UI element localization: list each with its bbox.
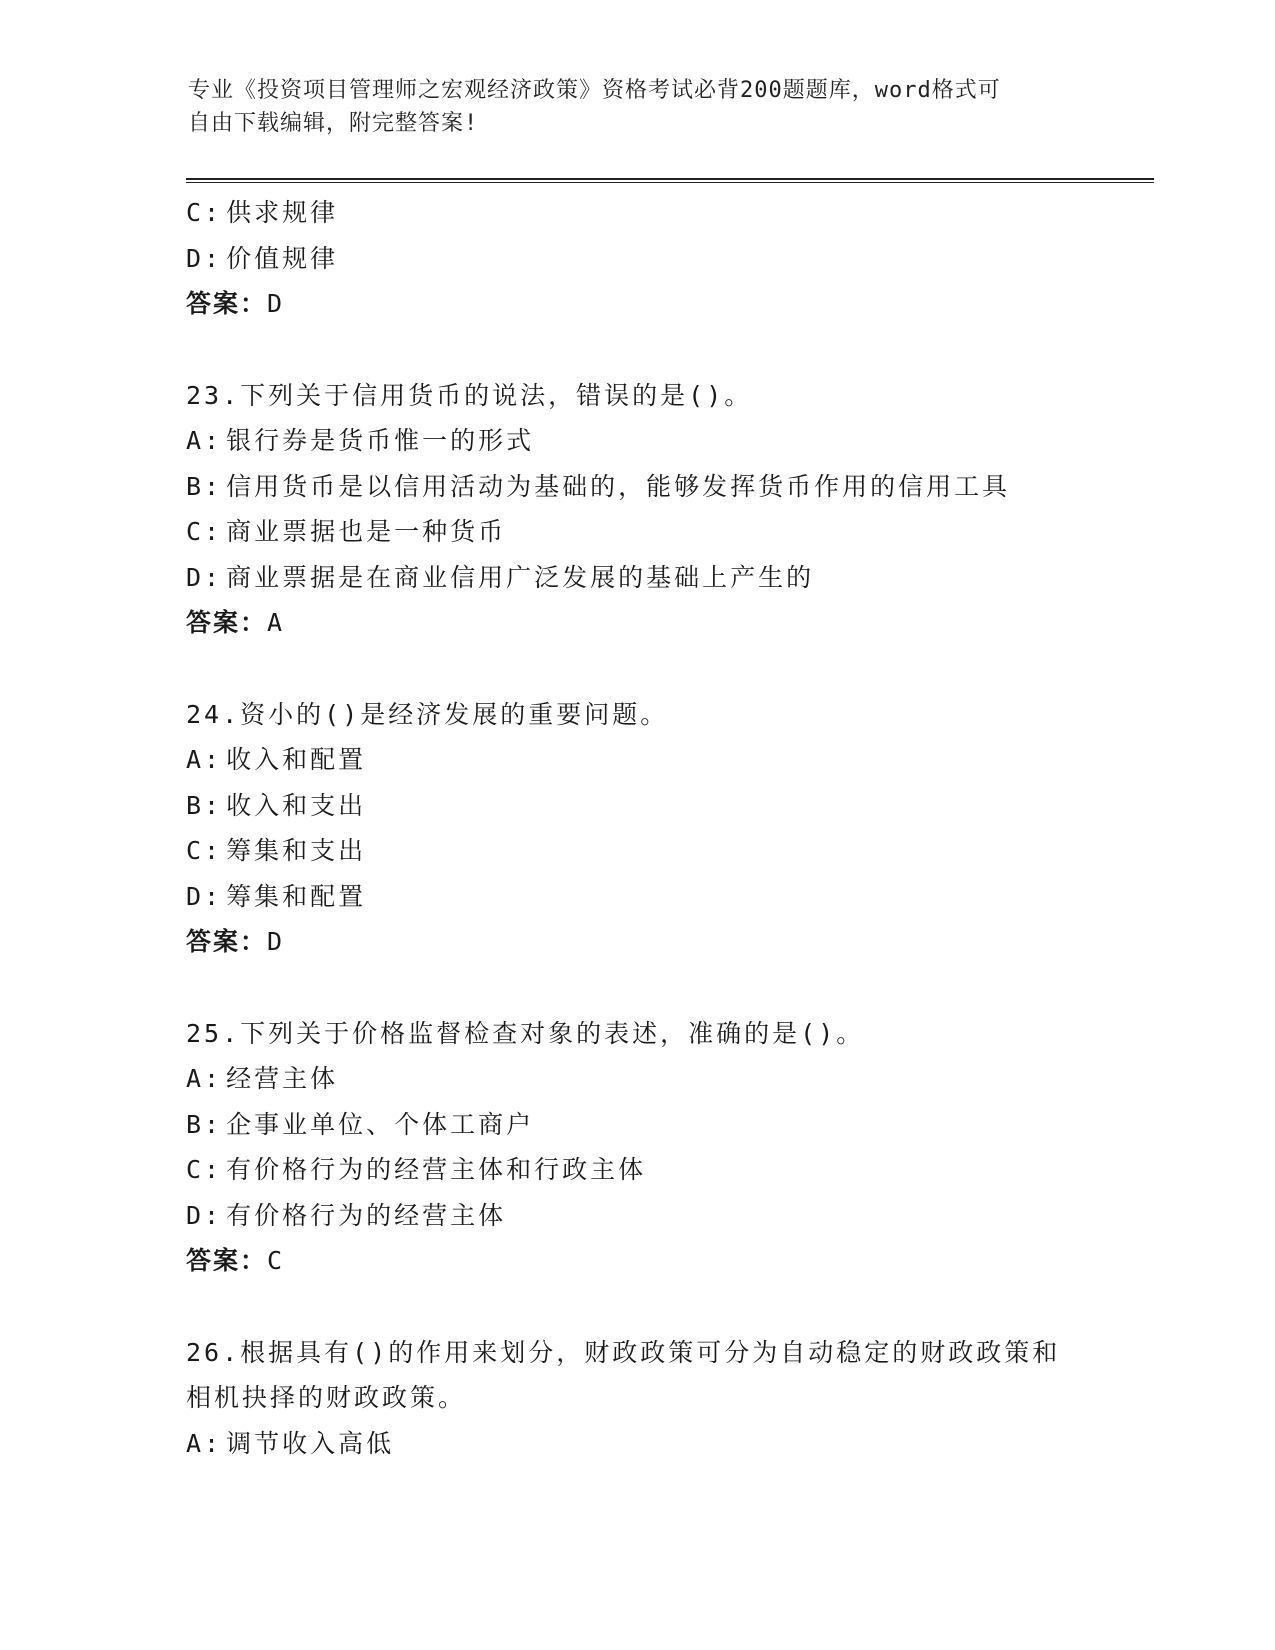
option-letter: D: — [186, 881, 223, 911]
option-b — [186, 783, 1146, 829]
header-divider — [186, 178, 1154, 183]
option-d — [186, 236, 1146, 282]
answer-line — [186, 600, 1146, 646]
question-stem: 24.资小的()是经济发展的重要问题。 — [186, 699, 669, 729]
option-letter: D: — [186, 243, 223, 273]
option-letter: A: — [186, 1428, 223, 1458]
option-a — [186, 1421, 1146, 1467]
option-text: 信用货币是以信用活动为基础的，能够发挥货币作用的信用工具 — [226, 471, 1011, 501]
header-line-1: 专业《投资项目管理师之宏观经济政策》资格考试必背200题题库，word格式可 — [188, 78, 1001, 103]
option-b — [186, 464, 1146, 510]
question-25 — [186, 1011, 1146, 1284]
option-text: 供求规律 — [226, 198, 339, 227]
option-c — [186, 1147, 1146, 1193]
question-stem: 23.下列关于信用货币的说法，错误的是()。 — [186, 380, 753, 410]
answer-label: 答案： — [186, 1246, 268, 1275]
option-text: 价值规律 — [226, 243, 339, 273]
option-text: 银行券是货币惟一的形式 — [226, 426, 535, 455]
option-d — [186, 555, 1146, 601]
option-d — [186, 1193, 1146, 1239]
option-c — [186, 190, 1146, 236]
option-letter: A: — [186, 426, 223, 455]
question-stem-continued: 相机抉择的财政政策。 — [186, 1383, 467, 1412]
header-line-2: 自由下载编辑，附完整答案! — [188, 111, 479, 136]
option-letter: C: — [186, 1155, 223, 1184]
option-text: 收入和配置 — [226, 745, 367, 774]
option-letter: C: — [186, 836, 223, 865]
question-list — [186, 190, 1146, 1466]
option-letter: C: — [186, 198, 223, 227]
option-d — [186, 874, 1146, 920]
answer-value: D — [267, 927, 285, 956]
option-a — [186, 737, 1146, 783]
question-stem: 25.下列关于价格监督检查对象的表述，准确的是()。 — [186, 1018, 865, 1048]
option-a — [186, 1056, 1146, 1102]
answer-line — [186, 281, 1146, 327]
option-text: 企事业单位、个体工商户 — [226, 1109, 535, 1139]
option-text: 商业票据是在商业信用广泛发展的基础上产生的 — [226, 562, 815, 592]
spacer — [186, 646, 1146, 692]
option-text: 经营主体 — [226, 1064, 339, 1093]
question-fragment — [186, 190, 1146, 327]
option-text: 收入和支出 — [226, 790, 367, 820]
question-stem: 26.根据具有()的作用来划分，财政政策可分为自动稳定的财政政策和 — [186, 1337, 1061, 1367]
option-letter: D: — [186, 562, 223, 592]
option-letter: A: — [186, 1064, 223, 1093]
option-letter: C: — [186, 517, 223, 546]
option-letter: A: — [186, 745, 223, 774]
option-letter: D: — [186, 1200, 223, 1230]
option-text: 商业票据也是一种货币 — [226, 517, 507, 546]
question-24 — [186, 692, 1146, 965]
option-text: 有价格行为的经营主体和行政主体 — [226, 1155, 647, 1184]
option-a — [186, 418, 1146, 464]
option-text: 筹集和配置 — [226, 881, 367, 911]
question-23 — [186, 373, 1146, 646]
question-26 — [186, 1330, 1146, 1467]
answer-value: C — [267, 1246, 285, 1275]
answer-label: 答案： — [186, 927, 268, 956]
option-letter: B: — [186, 471, 223, 501]
answer-value: A — [267, 608, 285, 637]
spacer — [186, 965, 1146, 1011]
option-letter: B: — [186, 1109, 223, 1139]
spacer — [186, 327, 1146, 373]
option-letter: B: — [186, 790, 223, 820]
answer-line — [186, 919, 1146, 965]
answer-label: 答案： — [186, 289, 268, 318]
page-header — [188, 74, 1088, 140]
answer-label: 答案： — [186, 608, 268, 637]
option-text: 有价格行为的经营主体 — [226, 1200, 507, 1230]
option-text: 调节收入高低 — [226, 1428, 395, 1458]
option-b — [186, 1102, 1146, 1148]
answer-value: D — [267, 289, 285, 318]
spacer — [186, 1284, 1146, 1330]
answer-line — [186, 1238, 1146, 1284]
option-c — [186, 828, 1146, 874]
option-text: 筹集和支出 — [226, 836, 367, 865]
option-c — [186, 509, 1146, 555]
